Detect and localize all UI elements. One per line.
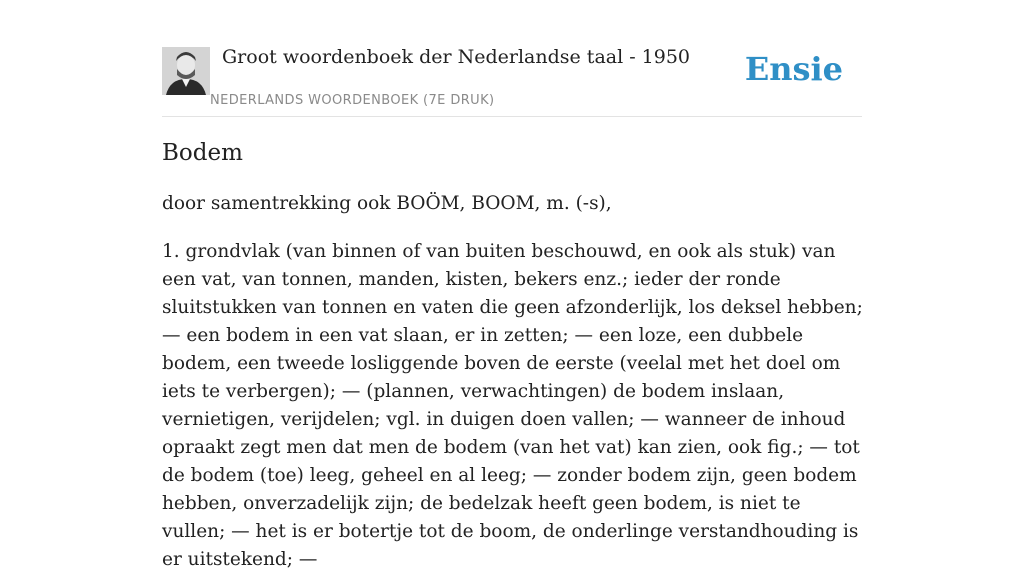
brand-logo[interactable]: Ensie <box>744 50 843 88</box>
avatar[interactable] <box>162 47 210 95</box>
author-portrait-icon <box>162 47 210 95</box>
entry-grammar: door samentrekking ook BOÖM, BOOM, m. (-s), <box>162 193 612 214</box>
entry-headword: Bodem <box>162 140 243 166</box>
entry-definition: 1. grondvlak (van binnen of van buiten beschouwd, en ook als stuk) van een vat, van tonnen, manden, kisten, bekers enz.; ieder der ronde sluitstukken van tonnen en vaten die geen afzonderlijk, los deksel hebben; — een bodem in een vat slaan, er in zetten; — een loze, een dubbele bodem, een tweede losliggende boven de eerste (veelal met het doel om iets te verbergen); — (plannen, verwachtingen) de bodem inslaan, vernietigen, verijdelen; vgl. in duigen doen vallen; — wanneer de inhoud opraakt zegt men dat men de bodem (van het vat) kan zien, ook fig.; — tot de bodem (toe) leeg, geheel en al leeg; — zonder bodem zijn, geen bodem hebben, onverzadelijk zijn; de bedelzak heeft geen bodem, is niet te vullen; — het is er botertje tot de boom, de onderlinge verstandhouding is er uitstekend; — <box>162 241 863 570</box>
entry-page <box>162 0 863 570</box>
source-header <box>162 0 862 117</box>
source-subtitle[interactable]: NEDERLANDS WOORDENBOEK (7E DRUK) <box>210 93 495 108</box>
source-title[interactable]: Groot woordenboek der Nederlandse taal - 1950 <box>222 46 691 68</box>
